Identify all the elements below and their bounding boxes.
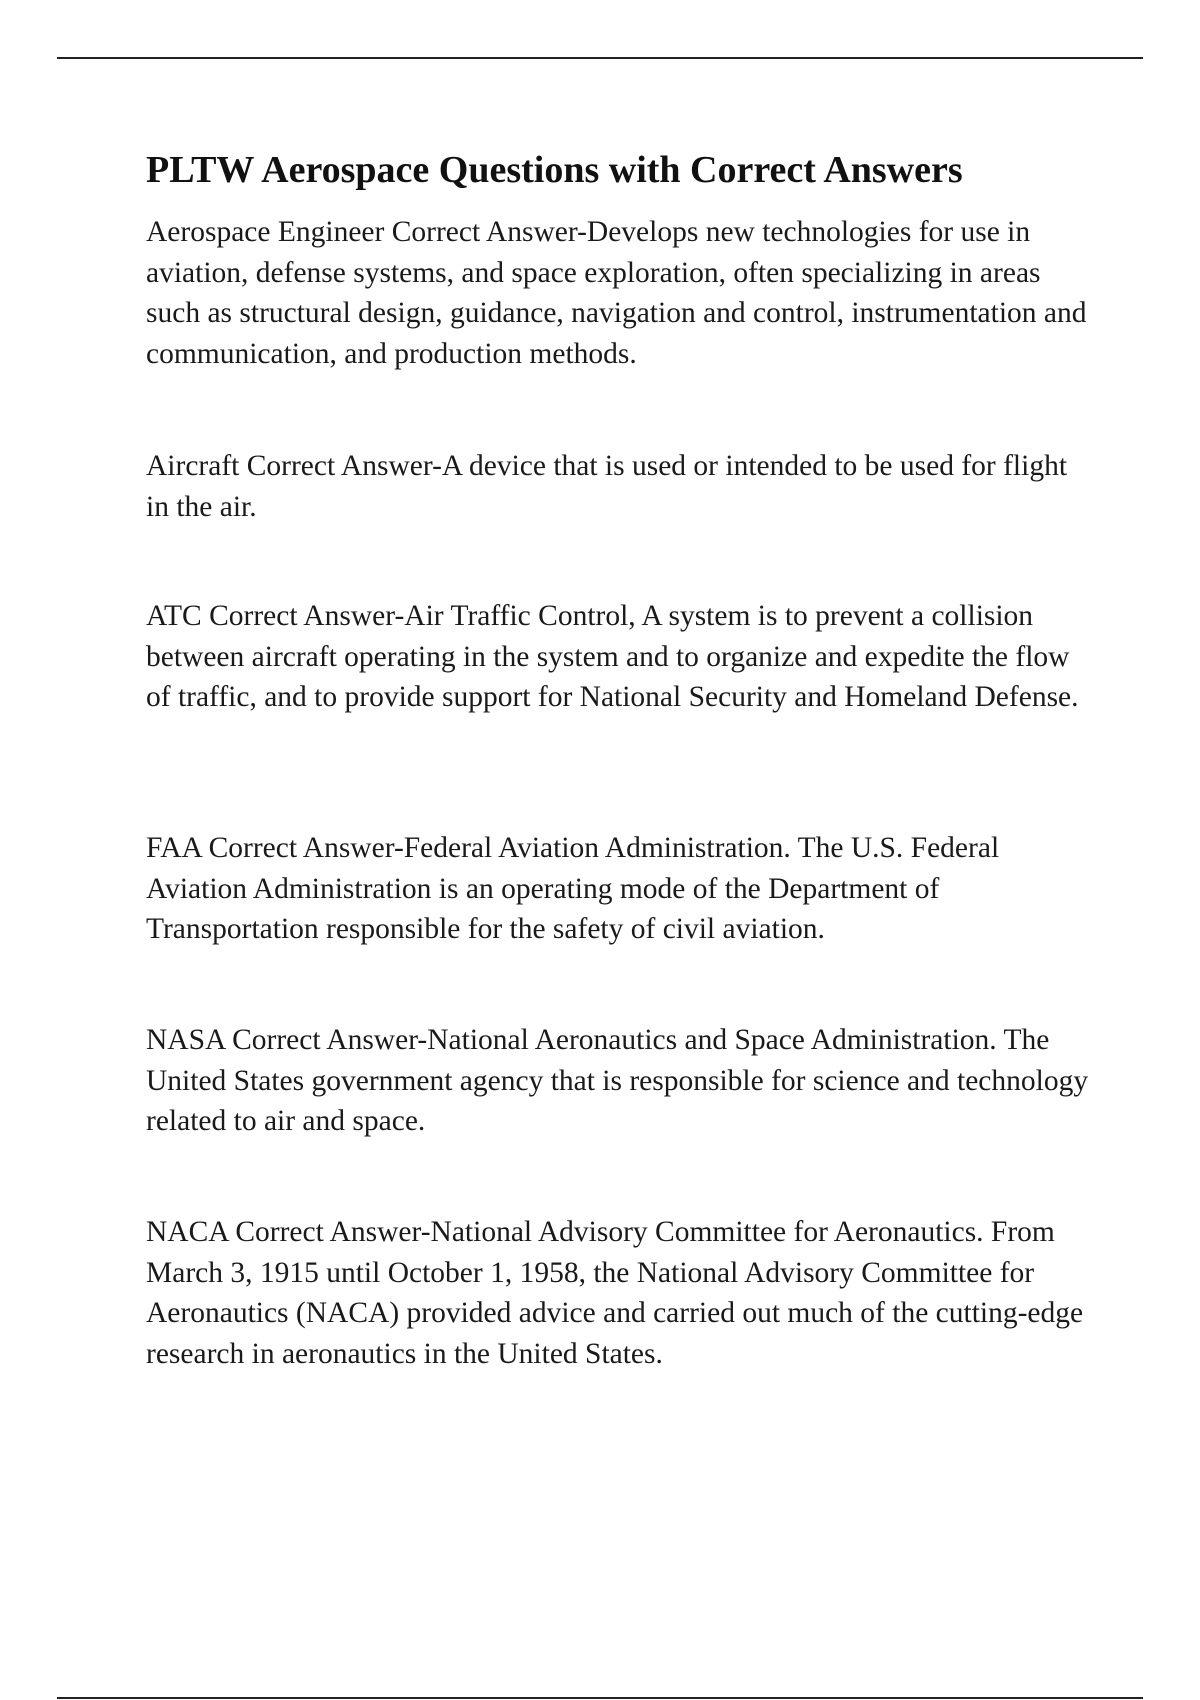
entry-naca: NACA Correct Answer-National Advisory Committee for Aeronautics. From March 3, 1915 until October 1, 1958, the National Advisory Committee for Aeronautics (NACA) provided advice and carried out much of the cutting-edge research in aeronautics in the United States. xyxy=(146,1216,1084,1370)
entry-aircraft: Aircraft Correct Answer-A device that is used or intended to be used for flight in the air. xyxy=(146,450,1068,523)
entry-aerospace-engineer: Aerospace Engineer Correct Answer-Develops new technologies for use in aviation, defense systems, and space exploration, often specializing in areas such as structural design, guidance, navigation and control, instrumentation and communication, and production methods. xyxy=(146,216,1087,370)
top-divider xyxy=(57,57,1143,59)
document-body xyxy=(146,140,1096,1370)
bottom-divider xyxy=(57,1697,1143,1699)
entry-nasa: NASA Correct Answer-National Aeronautics and Space Administration. The United States government agency that is responsible for science and technology related to air and space. xyxy=(146,1024,1089,1137)
entry-atc: ATC Correct Answer-Air Traffic Control, A system is to prevent a collision between aircraft operating in the system and to organize and expedite the flow of traffic, and to provide support for National Security and Homeland Defense. xyxy=(146,600,1079,713)
entry-faa: FAA Correct Answer-Federal Aviation Administration. The U.S. Federal Aviation Administration is an operating mode of the Department of Transportation responsible for the safety of civil aviation. xyxy=(146,832,1000,945)
page-title: PLTW Aerospace Questions with Correct Answers xyxy=(146,149,963,191)
